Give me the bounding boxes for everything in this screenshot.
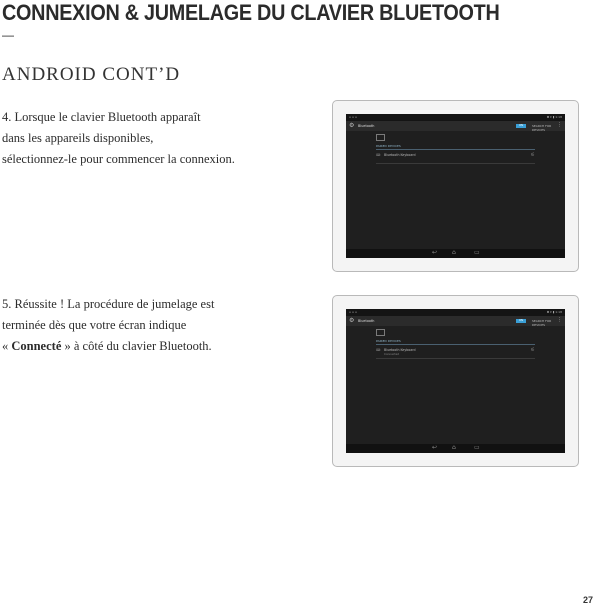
nav-bar (346, 444, 565, 453)
tablet-screenshot-available-devices (332, 100, 579, 272)
page-number: 27 (582, 595, 593, 605)
status-left: ▫ ▫ ▫ (349, 115, 358, 119)
step-5-line-2: terminée dès que votre écran indique (2, 318, 187, 332)
recent-apps-icon[interactable]: ▭ (474, 249, 480, 256)
status-bar (346, 309, 565, 316)
tablet-device-icon (376, 329, 385, 336)
device-list (376, 134, 535, 164)
gear-icon: ⚙ (349, 317, 355, 324)
list-header: PAIRED DEVICES (376, 339, 535, 345)
status-left: ▫ ▫ ▫ (349, 310, 358, 314)
keyboard-icon: ⌨ (376, 348, 381, 352)
page-title: CONNEXION & JUMELAGE DU CLAVIER BLUETOOTH (2, 0, 500, 25)
device-row[interactable] (376, 153, 535, 161)
step-4-line-2: dans les appareils disponibles, (2, 131, 154, 145)
back-icon[interactable]: ↩ (432, 249, 438, 256)
action-bar (346, 316, 565, 326)
tablet-screen (346, 114, 565, 258)
keyboard-icon: ⌨ (376, 153, 381, 157)
status-right: ✱ ▾ ▮ 1:18 (546, 115, 562, 119)
tablet-device-icon (376, 134, 385, 141)
tablet-screenshot-connected (332, 295, 579, 467)
step-5-line-3 (2, 336, 214, 357)
row-divider (376, 358, 535, 359)
status-bar (346, 114, 565, 121)
list-header: PAIRED DEVICES (376, 144, 535, 150)
more-icon[interactable]: ⋮ (557, 122, 562, 128)
device-status: Connected (384, 352, 400, 356)
step-5-line-1: 5. Réussite ! La procédure de jumelage est (2, 297, 215, 311)
quote-open: « (2, 339, 12, 353)
nav-bar (346, 249, 565, 258)
connected-label: Connecté (11, 339, 62, 353)
search-devices-button[interactable]: SEARCH FOR DEVICES (532, 124, 552, 132)
line-3-rest: » à côté du clavier Bluetooth. (61, 339, 212, 353)
step-4-line-1: 4. Lorsque le clavier Bluetooth apparaît (2, 110, 201, 124)
tablet-screen (346, 309, 565, 453)
back-icon[interactable]: ↩ (432, 444, 438, 451)
row-divider (376, 163, 535, 164)
search-devices-button[interactable]: SEARCH FOR DEVICES (532, 319, 552, 327)
app-title: Bluetooth (358, 124, 375, 128)
app-title: Bluetooth (358, 319, 375, 323)
home-icon[interactable]: ⌂ (452, 444, 456, 451)
settings-icon[interactable]: ⚟ (530, 152, 535, 158)
step-5-text (2, 294, 214, 357)
more-icon[interactable]: ⋮ (557, 317, 562, 323)
device-row[interactable] (376, 348, 535, 356)
action-bar (346, 121, 565, 131)
settings-icon[interactable]: ⚟ (530, 347, 535, 353)
step-4-text (2, 107, 235, 170)
device-name: Bluetooth Keyboard (384, 153, 416, 157)
bluetooth-toggle[interactable]: ON (516, 319, 526, 323)
title-rule: — (2, 28, 14, 42)
bluetooth-toggle[interactable]: ON (516, 124, 526, 128)
recent-apps-icon[interactable]: ▭ (474, 444, 480, 451)
section-heading: ANDROID CONT’D (2, 64, 181, 85)
home-icon[interactable]: ⌂ (452, 249, 456, 256)
device-list (376, 329, 535, 359)
step-4-line-3: sélectionnez-le pour commencer la connexion. (2, 152, 235, 166)
device-name: Bluetooth Keyboard (384, 348, 416, 352)
status-right: ✱ ▾ ▮ 1:18 (546, 310, 562, 314)
gear-icon: ⚙ (349, 122, 355, 129)
